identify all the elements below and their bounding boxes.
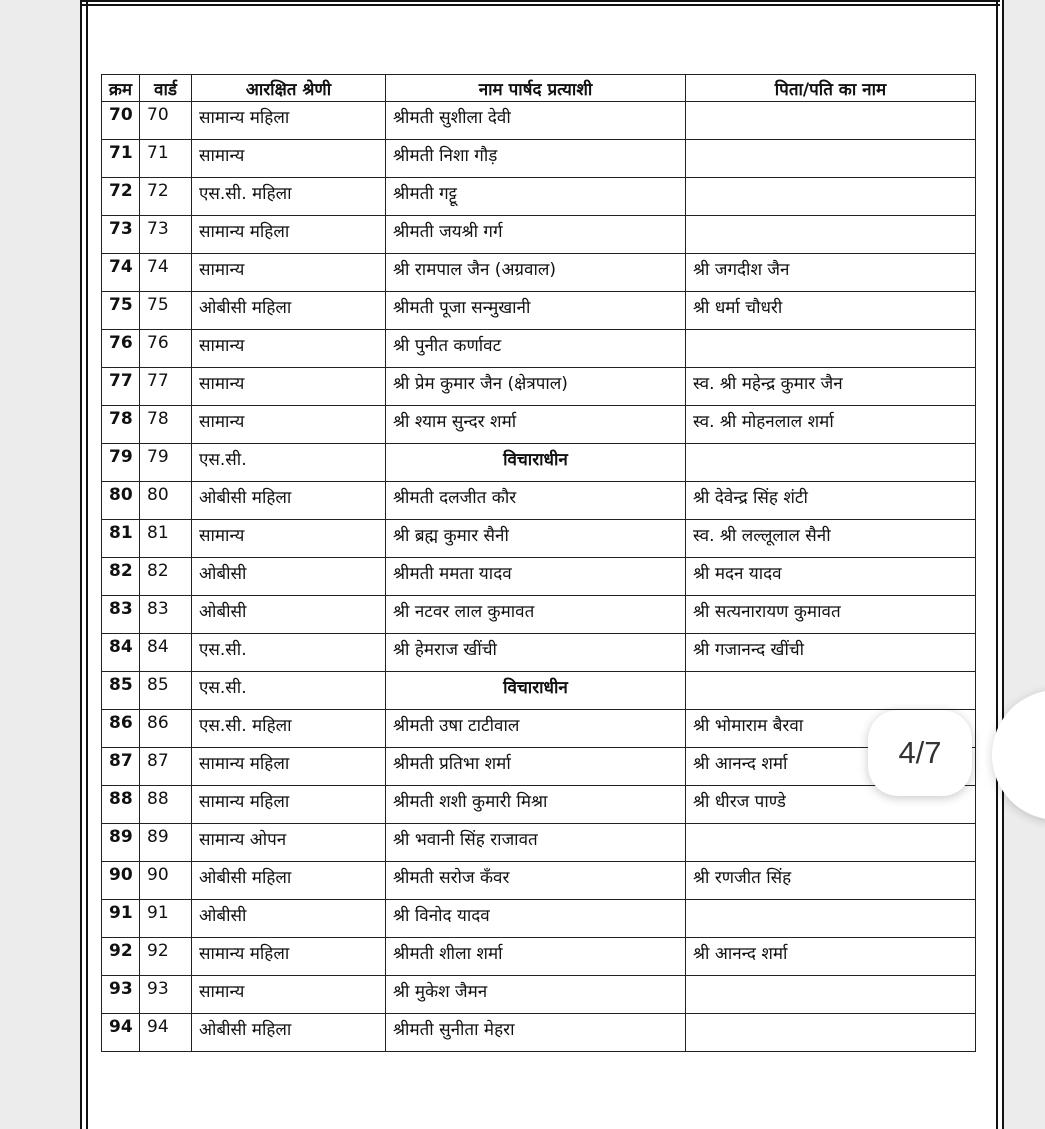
cell-kram: 70 (102, 102, 140, 140)
cell-kram: 88 (102, 786, 140, 824)
cell-ward: 82 (140, 558, 192, 596)
table-row (102, 900, 976, 938)
cell-kram: 94 (102, 1014, 140, 1052)
table-row (102, 292, 976, 330)
cell-category: ओबीसी (192, 900, 386, 938)
cell-ward: 87 (140, 748, 192, 786)
table-row (102, 520, 976, 558)
cell-candidate-name: विचाराधीन (386, 444, 686, 482)
cell-parent-name: श्री धीरज पाण्डे (686, 786, 976, 824)
cell-category: एस.सी. महिला (192, 178, 386, 216)
cell-category: सामान्य (192, 976, 386, 1014)
table-header-row (102, 75, 976, 102)
cell-parent-name: स्व. श्री महेन्द्र कुमार जैन (686, 368, 976, 406)
cell-kram: 90 (102, 862, 140, 900)
cell-category: ओबीसी महिला (192, 482, 386, 520)
table-row (102, 368, 976, 406)
cell-category: सामान्य (192, 368, 386, 406)
cell-category: एस.सी. (192, 444, 386, 482)
cell-kram: 83 (102, 596, 140, 634)
cell-category: सामान्य महिला (192, 216, 386, 254)
table-row (102, 824, 976, 862)
cell-ward: 75 (140, 292, 192, 330)
cell-kram: 78 (102, 406, 140, 444)
cell-parent-name: स्व. श्री मोहनलाल शर्मा (686, 406, 976, 444)
header-parent-name: पिता/पति का नाम (686, 75, 976, 102)
table-row (102, 558, 976, 596)
table-row (102, 330, 976, 368)
cell-parent-name (686, 216, 976, 254)
cell-kram: 71 (102, 140, 140, 178)
cell-candidate-name: विचाराधीन (386, 672, 686, 710)
header-category: आरक्षित श्रेणी (192, 75, 386, 102)
cell-kram: 73 (102, 216, 140, 254)
cell-candidate-name: श्री विनोद यादव (386, 900, 686, 938)
header-kram: क्रम (102, 75, 140, 102)
table-row (102, 406, 976, 444)
cell-category: सामान्य महिला (192, 786, 386, 824)
cell-ward: 72 (140, 178, 192, 216)
cell-parent-name: श्री जगदीश जैन (686, 254, 976, 292)
cell-candidate-name: श्री ब्रह्म कुमार सैनी (386, 520, 686, 558)
cell-parent-name (686, 824, 976, 862)
cell-parent-name: श्री आनन्द शर्मा (686, 748, 976, 786)
cell-kram: 72 (102, 178, 140, 216)
cell-ward: 76 (140, 330, 192, 368)
cell-ward: 88 (140, 786, 192, 824)
cell-category: ओबीसी महिला (192, 862, 386, 900)
cell-ward: 73 (140, 216, 192, 254)
cell-category: सामान्य महिला (192, 748, 386, 786)
table-row (102, 748, 976, 786)
table-row (102, 216, 976, 254)
cell-kram: 84 (102, 634, 140, 672)
cell-kram: 82 (102, 558, 140, 596)
cell-category: ओबीसी महिला (192, 292, 386, 330)
table-row (102, 102, 976, 140)
cell-kram: 79 (102, 444, 140, 482)
table-row (102, 254, 976, 292)
cell-ward: 91 (140, 900, 192, 938)
candidate-table (101, 74, 976, 1052)
cell-kram: 80 (102, 482, 140, 520)
cell-category: सामान्य (192, 330, 386, 368)
cell-candidate-name: श्रीमती सुशीला देवी (386, 102, 686, 140)
cell-ward: 89 (140, 824, 192, 862)
cell-parent-name (686, 1014, 976, 1052)
cell-ward: 94 (140, 1014, 192, 1052)
cell-parent-name: श्री देवेन्द्र सिंह शंटी (686, 482, 976, 520)
cell-kram: 75 (102, 292, 140, 330)
cell-parent-name (686, 672, 976, 710)
cell-candidate-name: श्री रामपाल जैन (अग्रवाल) (386, 254, 686, 292)
cell-category: ओबीसी (192, 558, 386, 596)
cell-parent-name: श्री धर्मा चौधरी (686, 292, 976, 330)
cell-parent-name (686, 444, 976, 482)
cell-kram: 87 (102, 748, 140, 786)
table-row (102, 482, 976, 520)
cell-parent-name: श्री गजानन्द खींची (686, 634, 976, 672)
page-border-top (80, 0, 1000, 6)
cell-candidate-name: श्रीमती सरोज कँवर (386, 862, 686, 900)
cell-category: एस.सी. महिला (192, 710, 386, 748)
cell-ward: 80 (140, 482, 192, 520)
cell-candidate-name: श्रीमती ममता यादव (386, 558, 686, 596)
cell-kram: 85 (102, 672, 140, 710)
cell-ward: 74 (140, 254, 192, 292)
cell-candidate-name: श्रीमती जयश्री गर्ग (386, 216, 686, 254)
cell-ward: 86 (140, 710, 192, 748)
table-row (102, 178, 976, 216)
cell-kram: 86 (102, 710, 140, 748)
cell-category: सामान्य (192, 406, 386, 444)
cell-kram: 91 (102, 900, 140, 938)
table-row (102, 710, 976, 748)
header-candidate-name: नाम पार्षद प्रत्याशी (386, 75, 686, 102)
cell-category: एस.सी. (192, 672, 386, 710)
cell-kram: 74 (102, 254, 140, 292)
cell-ward: 70 (140, 102, 192, 140)
cell-candidate-name: श्री भवानी सिंह राजावत (386, 824, 686, 862)
cell-ward: 90 (140, 862, 192, 900)
table-row (102, 444, 976, 482)
cell-candidate-name: श्रीमती दलजीत कौर (386, 482, 686, 520)
cell-ward: 85 (140, 672, 192, 710)
cell-ward: 92 (140, 938, 192, 976)
cell-candidate-name: श्रीमती शीला शर्मा (386, 938, 686, 976)
cell-category: सामान्य (192, 520, 386, 558)
cell-kram: 76 (102, 330, 140, 368)
table-row (102, 786, 976, 824)
cell-category: सामान्य महिला (192, 102, 386, 140)
cell-ward: 83 (140, 596, 192, 634)
cell-ward: 93 (140, 976, 192, 1014)
cell-parent-name (686, 178, 976, 216)
table-row (102, 634, 976, 672)
cell-category: एस.सी. (192, 634, 386, 672)
cell-ward: 79 (140, 444, 192, 482)
cell-parent-name: श्री सत्यनारायण कुमावत (686, 596, 976, 634)
cell-candidate-name: श्री मुकेश जैमन (386, 976, 686, 1014)
cell-category: सामान्य ओपन (192, 824, 386, 862)
table-row (102, 140, 976, 178)
cell-parent-name (686, 976, 976, 1014)
table-row (102, 596, 976, 634)
cell-candidate-name: श्रीमती निशा गौड़ (386, 140, 686, 178)
cell-parent-name (686, 900, 976, 938)
header-ward: वार्ड (140, 75, 192, 102)
cell-candidate-name: श्रीमती उषा टाटीवाल (386, 710, 686, 748)
cell-candidate-name: श्रीमती गट्टू (386, 178, 686, 216)
table-row (102, 1014, 976, 1052)
cell-candidate-name: श्रीमती शशी कुमारी मिश्रा (386, 786, 686, 824)
cell-candidate-name: श्री नटवर लाल कुमावत (386, 596, 686, 634)
cell-parent-name: श्री रणजीत सिंह (686, 862, 976, 900)
cell-kram: 77 (102, 368, 140, 406)
cell-parent-name (686, 102, 976, 140)
cell-kram: 81 (102, 520, 140, 558)
cell-category: ओबीसी (192, 596, 386, 634)
cell-category: ओबीसी महिला (192, 1014, 386, 1052)
cell-ward: 84 (140, 634, 192, 672)
page-indicator: 4/7 (868, 710, 972, 796)
cell-ward: 78 (140, 406, 192, 444)
cell-candidate-name: श्रीमती सुनीता मेहरा (386, 1014, 686, 1052)
cell-kram: 93 (102, 976, 140, 1014)
cell-candidate-name: श्रीमती पूजा सन्मुखानी (386, 292, 686, 330)
cell-category: सामान्य महिला (192, 938, 386, 976)
cell-parent-name: श्री मदन यादव (686, 558, 976, 596)
cell-parent-name (686, 140, 976, 178)
cell-ward: 71 (140, 140, 192, 178)
table-row (102, 672, 976, 710)
cell-ward: 81 (140, 520, 192, 558)
cell-kram: 89 (102, 824, 140, 862)
table-row (102, 976, 976, 1014)
cell-parent-name: श्री भोमाराम बैरवा (686, 710, 976, 748)
cell-candidate-name: श्री श्याम सुन्दर शर्मा (386, 406, 686, 444)
table-row (102, 938, 976, 976)
cell-parent-name (686, 330, 976, 368)
cell-candidate-name: श्री प्रेम कुमार जैन (क्षेत्रपाल) (386, 368, 686, 406)
cell-parent-name: श्री आनन्द शर्मा (686, 938, 976, 976)
cell-category: सामान्य (192, 254, 386, 292)
cell-candidate-name: श्री पुनीत कर्णावट (386, 330, 686, 368)
table-row (102, 862, 976, 900)
cell-parent-name: स्व. श्री लल्लूलाल सैनी (686, 520, 976, 558)
cell-kram: 92 (102, 938, 140, 976)
cell-category: सामान्य (192, 140, 386, 178)
cell-ward: 77 (140, 368, 192, 406)
cell-candidate-name: श्री हेमराज खींची (386, 634, 686, 672)
cell-candidate-name: श्रीमती प्रतिभा शर्मा (386, 748, 686, 786)
